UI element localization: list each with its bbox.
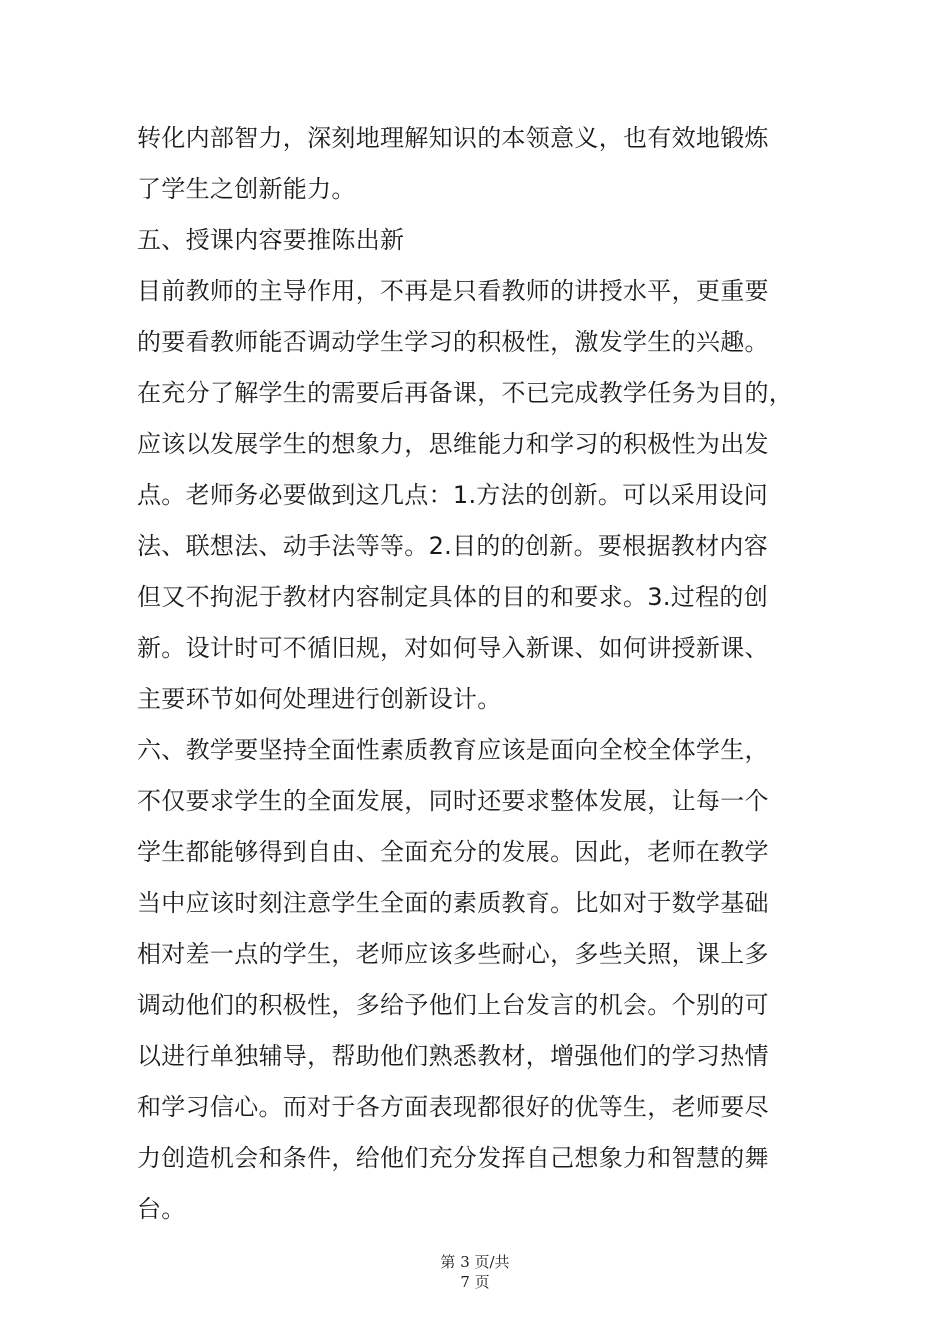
text-line: 不仅要求学生的全面发展，同时还要求整体发展，让每一个 [137,787,769,815]
section-heading: 五、授课内容要推陈出新 [137,226,405,254]
text-line: 台。 [137,1195,186,1223]
text-line: 但又不拘泥于教材内容制定具体的目的和要求。3.过程的创 [137,583,768,611]
section-heading: 六、教学要坚持全面性素质教育应该是面向全校全体学生， [137,736,769,764]
text-line: 的要看教师能否调动学生学习的积极性，激发学生的兴趣。 [137,328,769,356]
text-line: 以进行单独辅导，帮助他们熟悉教材，增强他们的学习热情 [137,1042,769,1070]
page-number-line-1: 第 3 页/共 [440,1253,510,1271]
text-line: 在充分了解学生的需要后再备课，不已完成教学任务为目的， [137,379,794,407]
text-line: 目前教师的主导作用，不再是只看教师的讲授水平，更重要 [137,277,769,305]
text-line: 相对差一点的学生，老师应该多些耐心，多些关照，课上多 [137,940,769,968]
text-line: 应该以发展学生的想象力，思维能力和学习的积极性为出发 [137,430,769,458]
text-line: 和学习信心。而对于各方面表现都很好的优等生，老师要尽 [137,1093,769,1121]
text-line: 了学生之创新能力。 [137,175,356,203]
text-line: 点。老师务必要做到这几点：1.方法的创新。可以采用设问 [137,481,768,509]
page-number-line-2: 7 页 [460,1273,490,1291]
text-line: 主要环节如何处理进行创新设计。 [137,685,502,713]
text-line: 调动他们的积极性，多给予他们上台发言的机会。个别的可 [137,991,769,1019]
text-line: 转化内部智力，深刻地理解知识的本领意义，也有效地锻炼 [137,124,769,152]
text-line: 力创造机会和条件，给他们充分发挥自己想象力和智慧的舞 [137,1144,769,1172]
text-line: 新。设计时可不循旧规，对如何导入新课、如何讲授新课、 [137,634,769,662]
text-line: 法、联想法、动手法等等。2.目的的创新。要根据教材内容 [137,532,768,560]
body-text [137,113,837,1235]
text-line: 学生都能够得到自由、全面充分的发展。因此，老师在教学 [137,838,769,866]
text-line: 当中应该时刻注意学生全面的素质教育。比如对于数学基础 [137,889,769,917]
